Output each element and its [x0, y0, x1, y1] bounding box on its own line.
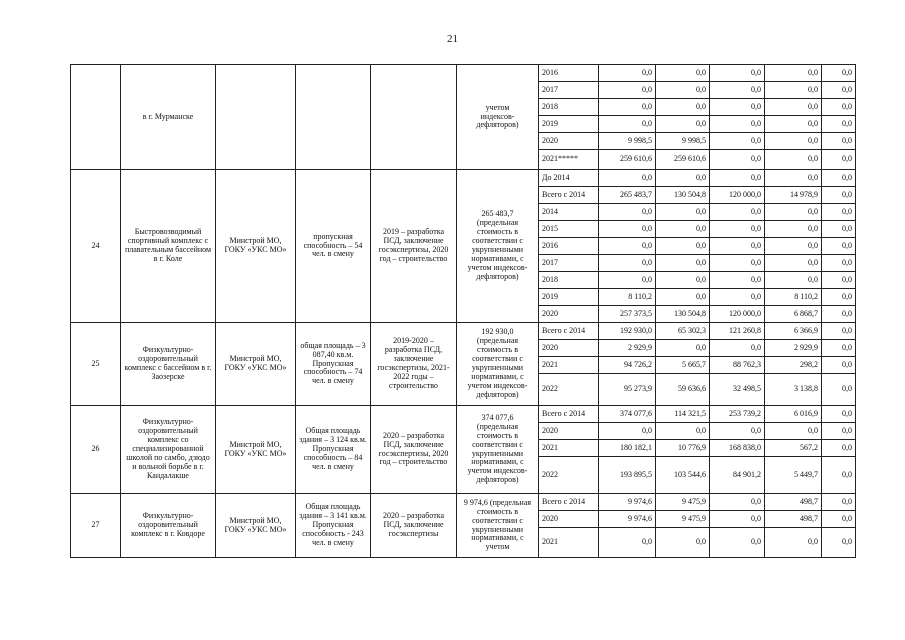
value-cell: 0,0 [656, 423, 710, 440]
value-cell: 0,0 [710, 511, 765, 528]
value-cell: 0,0 [822, 187, 856, 204]
value-cell: 0,0 [710, 65, 765, 82]
value-cell: 9 974,6 [599, 494, 656, 511]
value-cell: 0,0 [822, 323, 856, 340]
value-cell: 0,0 [710, 423, 765, 440]
value-cell: 0,0 [710, 340, 765, 357]
empty-cell [216, 65, 296, 170]
value-cell: 0,0 [822, 255, 856, 272]
budget-table [70, 64, 856, 558]
empty-cell [71, 65, 121, 170]
value-cell: 192 930,0 [599, 323, 656, 340]
table-row [71, 406, 856, 423]
customer-cell: Минстрой МО, ГОКУ «УКС МО» [216, 323, 296, 406]
cost-cell: 192 930,0 (предельная стоимость в соответствии с укрупненными нормативами, с учетом индексов-дефляторов) [457, 323, 539, 406]
value-cell: 9 998,5 [656, 133, 710, 150]
value-cell: 0,0 [822, 238, 856, 255]
year-cell: Всего с 2014 [539, 187, 599, 204]
value-cell: 0,0 [765, 99, 822, 116]
table-row [71, 323, 856, 340]
value-cell: 0,0 [822, 116, 856, 133]
value-cell: 0,0 [765, 238, 822, 255]
value-cell: 0,0 [822, 82, 856, 99]
value-cell: 567,2 [765, 440, 822, 457]
value-cell: 0,0 [599, 423, 656, 440]
year-cell: 2014 [539, 204, 599, 221]
value-cell: 180 182,1 [599, 440, 656, 457]
value-cell: 0,0 [765, 221, 822, 238]
value-cell: 0,0 [765, 82, 822, 99]
value-cell: 193 895,5 [599, 457, 656, 494]
value-cell: 0,0 [822, 306, 856, 323]
value-cell: 0,0 [599, 238, 656, 255]
value-cell: 0,0 [656, 255, 710, 272]
value-cell: 9 475,9 [656, 494, 710, 511]
value-cell: 298,2 [765, 357, 822, 374]
value-cell: 0,0 [710, 133, 765, 150]
value-cell: 10 776,9 [656, 440, 710, 457]
capacity-cell: пропускная способность – 54 чел. в смену [296, 170, 371, 323]
object-name-cell: в г. Мурманске [121, 65, 216, 170]
value-cell: 8 110,2 [599, 289, 656, 306]
value-cell: 0,0 [822, 357, 856, 374]
value-cell: 6 016,9 [765, 406, 822, 423]
value-cell: 0,0 [710, 204, 765, 221]
year-cell: 2021***** [539, 150, 599, 170]
value-cell: 0,0 [710, 221, 765, 238]
capacity-cell: Общая площадь здания – 3 124 кв.м. Пропускная способность – 84 чел. в смену [296, 406, 371, 494]
year-cell: 2017 [539, 255, 599, 272]
value-cell: 9 998,5 [599, 133, 656, 150]
capacity-cell: Общая площадь здания – 3 141 кв.м. Пропускная способность - 243 чел. в смену [296, 494, 371, 558]
value-cell: 5 665,7 [656, 357, 710, 374]
value-cell: 114 321,5 [656, 406, 710, 423]
value-cell: 84 901,2 [710, 457, 765, 494]
value-cell: 0,0 [822, 150, 856, 170]
value-cell: 0,0 [822, 440, 856, 457]
customer-cell: Минстрой МО, ГОКУ «УКС МО» [216, 170, 296, 323]
value-cell: 0,0 [599, 204, 656, 221]
cost-cell: 9 974,6 (предельная стоимость в соответствии с укрупненными нормативами, с учетом [457, 494, 539, 558]
value-cell: 120 000,0 [710, 187, 765, 204]
year-cell: 2020 [539, 306, 599, 323]
page-number: 21 [447, 33, 458, 45]
customer-cell: Минстрой МО, ГОКУ «УКС МО» [216, 406, 296, 494]
value-cell: 2 929,9 [765, 340, 822, 357]
cost-cell: 265 483,7 (предельная стоимость в соответствии с укрупненными нормативами, с учетом индексов-дефляторов) [457, 170, 539, 323]
object-number-cell: 27 [71, 494, 121, 558]
value-cell: 0,0 [822, 528, 856, 558]
table-row [71, 494, 856, 511]
value-cell: 265 483,7 [599, 187, 656, 204]
value-cell: 0,0 [765, 528, 822, 558]
value-cell: 0,0 [765, 255, 822, 272]
value-cell: 259 610,6 [599, 150, 656, 170]
value-cell: 257 373,5 [599, 306, 656, 323]
object-number-cell: 24 [71, 170, 121, 323]
value-cell: 103 544,6 [656, 457, 710, 494]
year-cell: 2020 [539, 511, 599, 528]
value-cell: 259 610,6 [656, 150, 710, 170]
year-cell: Всего с 2014 [539, 323, 599, 340]
year-cell: 2017 [539, 82, 599, 99]
year-cell: 2020 [539, 133, 599, 150]
value-cell: 120 000,0 [710, 306, 765, 323]
value-cell: 0,0 [656, 221, 710, 238]
value-cell: 0,0 [765, 150, 822, 170]
period-cell: 2020 – разработка ПСД, заключение госэкспертизы, 2020 год – строительство [371, 406, 457, 494]
value-cell: 9 475,9 [656, 511, 710, 528]
object-number-cell: 26 [71, 406, 121, 494]
year-cell: 2022 [539, 374, 599, 406]
value-cell: 0,0 [599, 170, 656, 187]
value-cell: 0,0 [656, 65, 710, 82]
empty-cell [296, 65, 371, 170]
value-cell: 0,0 [710, 528, 765, 558]
value-cell: 0,0 [710, 289, 765, 306]
value-cell: 0,0 [710, 494, 765, 511]
year-cell: 2020 [539, 340, 599, 357]
value-cell: 0,0 [656, 116, 710, 133]
value-cell: 3 138,8 [765, 374, 822, 406]
value-cell: 0,0 [599, 255, 656, 272]
value-cell: 65 302,3 [656, 323, 710, 340]
value-cell: 95 273,9 [599, 374, 656, 406]
period-cell: 2019 – разработка ПСД, заключение госэкспертизы, 2020 год – строительство [371, 170, 457, 323]
value-cell: 0,0 [765, 204, 822, 221]
value-cell: 88 762,3 [710, 357, 765, 374]
period-cell: 2020 – разработка ПСД, заключение госэкспертизы [371, 494, 457, 558]
value-cell: 253 739,2 [710, 406, 765, 423]
cost-cell: 374 077,6 (предельная стоимость в соответствии с укрупненными нормативами, с учетом индексов-дефляторов) [457, 406, 539, 494]
year-cell: 2019 [539, 116, 599, 133]
value-cell: 0,0 [710, 238, 765, 255]
year-cell: 2016 [539, 238, 599, 255]
year-cell: До 2014 [539, 170, 599, 187]
value-cell: 168 838,0 [710, 440, 765, 457]
value-cell: 0,0 [656, 82, 710, 99]
value-cell: 0,0 [656, 289, 710, 306]
value-cell: 130 504,8 [656, 306, 710, 323]
value-cell: 498,7 [765, 494, 822, 511]
value-cell: 0,0 [710, 272, 765, 289]
value-cell: 0,0 [656, 99, 710, 116]
value-cell: 0,0 [599, 99, 656, 116]
object-name-cell: Физкультурно-оздоровительный комплекс с бассейном в г. Заозерске [121, 323, 216, 406]
value-cell: 0,0 [765, 133, 822, 150]
year-cell: 2018 [539, 99, 599, 116]
value-cell: 0,0 [765, 272, 822, 289]
value-cell: 14 978,9 [765, 187, 822, 204]
value-cell: 0,0 [822, 99, 856, 116]
value-cell: 0,0 [599, 272, 656, 289]
value-cell: 0,0 [710, 255, 765, 272]
value-cell: 0,0 [822, 65, 856, 82]
value-cell: 0,0 [710, 150, 765, 170]
value-cell: 0,0 [656, 272, 710, 289]
year-cell: 2015 [539, 221, 599, 238]
value-cell: 0,0 [599, 221, 656, 238]
period-cell: 2019-2020 – разработка ПСД, заключение госэкспертизы, 2021-2022 годы – строительство [371, 323, 457, 406]
value-cell: 0,0 [765, 116, 822, 133]
value-cell: 0,0 [710, 82, 765, 99]
value-cell: 121 260,8 [710, 323, 765, 340]
table-row [71, 65, 856, 82]
empty-cell [371, 65, 457, 170]
value-cell: 130 504,8 [656, 187, 710, 204]
year-cell: 2020 [539, 423, 599, 440]
value-cell: 5 449,7 [765, 457, 822, 494]
customer-cell: Минстрой МО, ГОКУ «УКС МО» [216, 494, 296, 558]
value-cell: 0,0 [710, 116, 765, 133]
value-cell: 0,0 [710, 170, 765, 187]
object-name-cell: Быстровозводимый спортивный комплекс с плавательным бассейном в г. Коле [121, 170, 216, 323]
value-cell: 2 929,9 [599, 340, 656, 357]
value-cell: 0,0 [765, 423, 822, 440]
value-cell: 0,0 [822, 457, 856, 494]
value-cell: 0,0 [656, 238, 710, 255]
value-cell: 0,0 [822, 494, 856, 511]
value-cell: 0,0 [822, 221, 856, 238]
year-cell: Всего с 2014 [539, 494, 599, 511]
value-cell: 0,0 [822, 289, 856, 306]
value-cell: 0,0 [656, 204, 710, 221]
year-cell: 2022 [539, 457, 599, 494]
object-number-cell: 25 [71, 323, 121, 406]
value-cell: 0,0 [822, 511, 856, 528]
value-cell: 0,0 [765, 65, 822, 82]
year-cell: Всего с 2014 [539, 406, 599, 423]
year-cell: 2018 [539, 272, 599, 289]
value-cell: 59 636,6 [656, 374, 710, 406]
value-cell: 9 974,6 [599, 511, 656, 528]
value-cell: 0,0 [599, 116, 656, 133]
value-cell: 0,0 [710, 99, 765, 116]
year-cell: 2016 [539, 65, 599, 82]
object-name-cell: Физкультурно-оздоровительный комплекс в г. Ковдоре [121, 494, 216, 558]
value-cell: 374 077,6 [599, 406, 656, 423]
value-cell: 6 868,7 [765, 306, 822, 323]
value-cell: 0,0 [822, 340, 856, 357]
value-cell: 0,0 [822, 204, 856, 221]
year-cell: 2021 [539, 440, 599, 457]
value-cell: 0,0 [822, 133, 856, 150]
value-cell: 498,7 [765, 511, 822, 528]
capacity-cell: общая площадь – 3 087,40 кв.м. Пропускная способность – 74 чел. в смену [296, 323, 371, 406]
year-cell: 2019 [539, 289, 599, 306]
year-cell: 2021 [539, 528, 599, 558]
value-cell: 0,0 [656, 340, 710, 357]
value-cell: 0,0 [822, 170, 856, 187]
value-cell: 8 110,2 [765, 289, 822, 306]
value-cell: 94 726,2 [599, 357, 656, 374]
value-cell: 0,0 [656, 528, 710, 558]
value-cell: 0,0 [765, 170, 822, 187]
value-cell: 6 366,9 [765, 323, 822, 340]
value-cell: 0,0 [822, 406, 856, 423]
value-cell: 0,0 [599, 82, 656, 99]
value-cell: 32 498,5 [710, 374, 765, 406]
value-cell: 0,0 [822, 374, 856, 406]
value-cell: 0,0 [656, 170, 710, 187]
year-cell: 2021 [539, 357, 599, 374]
cost-cell: учетом индексов- дефляторов) [457, 65, 539, 170]
table-row [71, 170, 856, 187]
object-name-cell: Физкультурно-оздоровительный комплекс со специализированной школой по самбо, дзюдо и вольной борьбе в г. Кандалакше [121, 406, 216, 494]
value-cell: 0,0 [599, 65, 656, 82]
value-cell: 0,0 [599, 528, 656, 558]
value-cell: 0,0 [822, 272, 856, 289]
value-cell: 0,0 [822, 423, 856, 440]
